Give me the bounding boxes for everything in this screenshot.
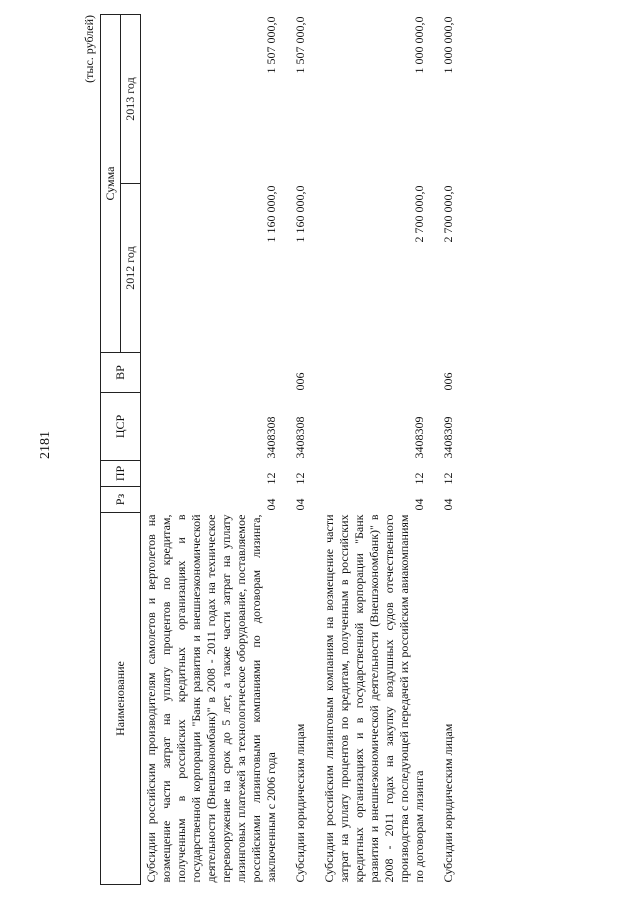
row-sum-2012: 1 160 000,0 xyxy=(264,185,278,243)
row-vr xyxy=(141,353,280,393)
table-row xyxy=(319,14,427,884)
row-rz: 04 xyxy=(293,498,307,511)
header-vr: ВР xyxy=(101,353,141,393)
row-csr: 3408308 xyxy=(293,416,307,459)
row-sum-2012: 2 700 000,0 xyxy=(441,185,455,243)
budget-document xyxy=(82,15,562,885)
row-gap xyxy=(279,14,290,884)
row-sum-2012: 1 160 000,0 xyxy=(293,185,307,243)
row-csr: 3408309 xyxy=(441,416,455,459)
row-pr: 12 xyxy=(264,472,278,485)
table-row xyxy=(438,14,456,884)
row-rz: 04 xyxy=(264,498,278,511)
header-pr: ПР xyxy=(101,461,141,487)
header-csr: ЦСР xyxy=(101,393,141,461)
page-number: 2181 xyxy=(38,431,53,459)
row-name: Субсидии российским лизинговым компаниям на возмещение части затрат на уплату процентов по кредитам, полученным в российских кредитных организациях и в государственной корпорации "Банк развития и внешнеэкономической деятельности (Внешэкономбанк)" в 2008 - 2011 годах на закупку воздушных судов отечественного производства с последующей передачей их российским авиакомпаниям по договорам лизинга xyxy=(322,514,426,883)
row-rz: 04 xyxy=(412,498,426,511)
row-csr: 3408309 xyxy=(412,416,426,459)
row-gap xyxy=(308,14,319,884)
row-pr: 12 xyxy=(293,472,307,485)
row-sum-2012: 2 700 000,0 xyxy=(412,185,426,243)
budget-table xyxy=(100,14,456,885)
row-sum-2013: 1 000 000,0 xyxy=(412,16,426,74)
header-year-2013: 2013 год xyxy=(121,14,141,183)
header-rz: Рз xyxy=(101,487,141,513)
row-csr: 3408308 xyxy=(264,416,278,459)
header-year-2012: 2012 год xyxy=(121,184,141,353)
row-rz: 04 xyxy=(441,498,455,511)
row-gap xyxy=(427,14,438,884)
row-pr: 12 xyxy=(441,472,455,485)
row-vr: 006 xyxy=(441,372,455,391)
header-name: Наименование xyxy=(101,513,141,885)
row-sum-2013: 1 000 000,0 xyxy=(441,16,455,74)
row-sum-2013: 1 507 000,0 xyxy=(293,16,307,74)
table-row xyxy=(141,14,280,884)
row-vr xyxy=(319,353,427,393)
rotated-document-area xyxy=(82,15,562,885)
table-row xyxy=(290,14,308,884)
row-pr: 12 xyxy=(412,472,426,485)
header-sum: Сумма xyxy=(101,14,121,352)
units-note: (тыс. рублей) xyxy=(82,15,96,83)
table-header xyxy=(101,14,141,884)
row-name: Субсидии юридическим лицам xyxy=(441,723,455,883)
row-vr: 006 xyxy=(293,372,307,391)
row-sum-2013: 1 507 000,0 xyxy=(264,16,278,74)
row-name: Субсидии российским производителям самолетов и вертолетов на возмещение части затрат на уплату процентов по кредитам, полученным в российских кредитных организациях и в государственной корпорации "Банк развития и внешнеэкономической деятельности (Внешэкономбанк)" в 2008 - 2011 годах на техническое перевооружение на срок до 5 лет, а также части затрат на уплату лизинговых платежей за технологическое оборудование, поставляемое российскими лизинговыми компаниями по договорам лизинга, заключенным с 2006 года xyxy=(144,514,278,883)
row-name: Субсидии юридическим лицам xyxy=(293,723,307,883)
